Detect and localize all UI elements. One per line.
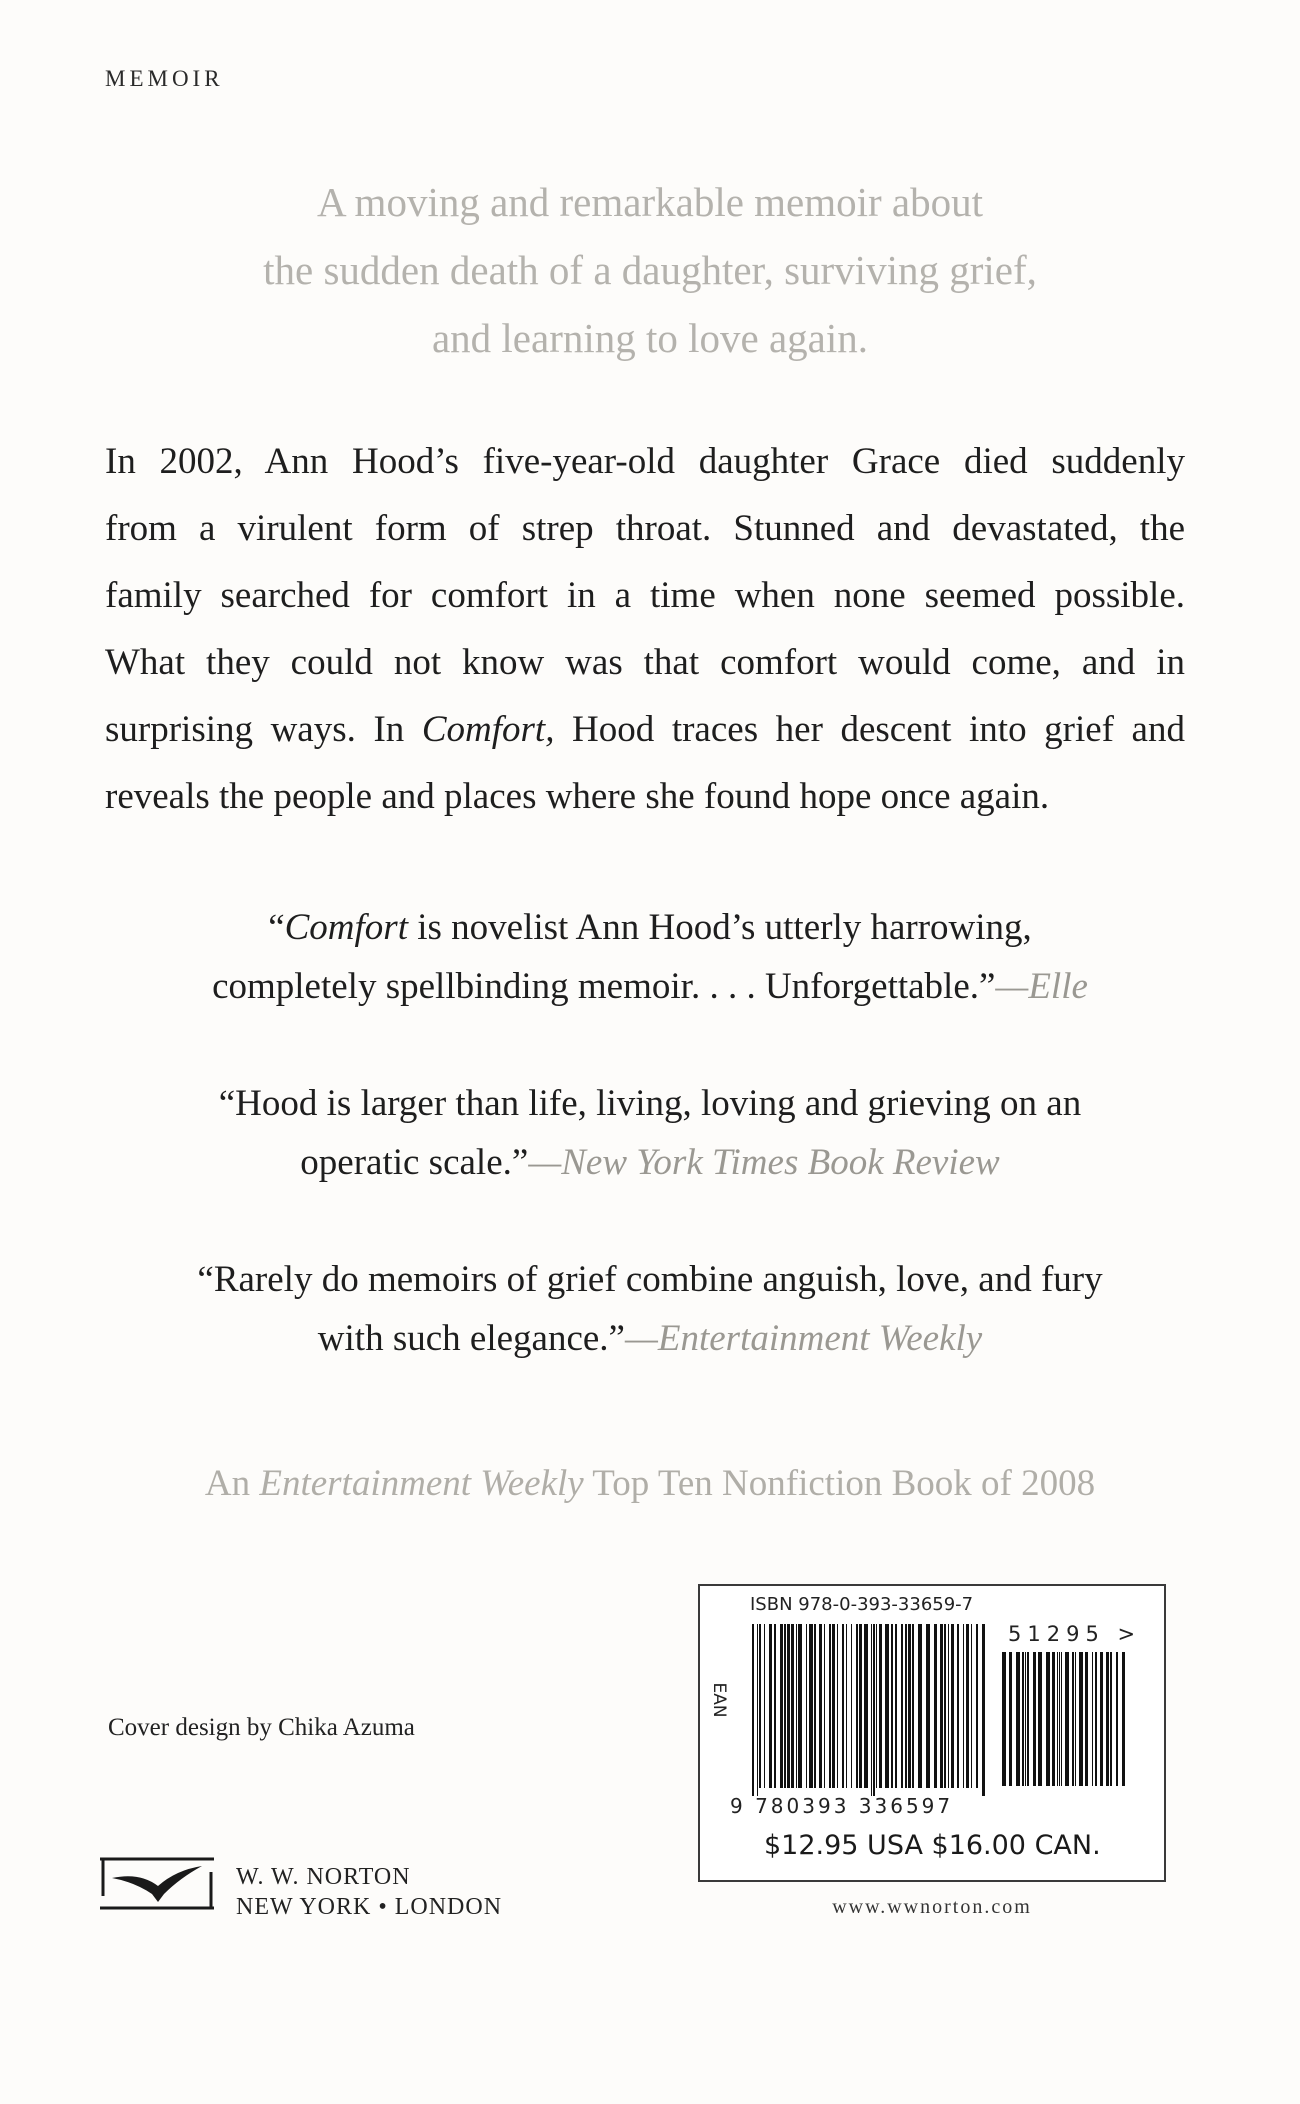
- barcode-bar: [1061, 1652, 1062, 1786]
- tagline-line: and learning to love again.: [431, 315, 869, 361]
- barcode-bar: [871, 1624, 872, 1796]
- accolade-publication: Entertainment Weekly: [259, 1463, 584, 1504]
- quote-text: is novelist Ann Hood’s utterly harrowing,: [407, 907, 1032, 948]
- barcode-bar: [876, 1624, 877, 1788]
- barcode-main: [752, 1624, 992, 1796]
- cover-credit: Cover design by Chika Azuma: [108, 1714, 415, 1741]
- barcode-bar: [905, 1624, 907, 1788]
- barcode-bar: [940, 1624, 943, 1788]
- barcode-bar: [1085, 1652, 1088, 1786]
- book-title-inline: Comfort,: [421, 709, 555, 750]
- barcode-bar: [1022, 1652, 1024, 1786]
- publisher-imprint: [236, 1862, 502, 1922]
- barcode-bar: [1059, 1652, 1060, 1786]
- quote-source: —Elle: [995, 966, 1088, 1007]
- quote-text: operatic scale.”: [300, 1142, 529, 1183]
- barcode-bar: [829, 1624, 831, 1788]
- barcode-bar: [1027, 1652, 1029, 1786]
- barcode-bar: [895, 1624, 897, 1788]
- barcode-bar: [837, 1624, 838, 1788]
- norton-seagull-logo: [100, 1856, 214, 1912]
- addon-digits: 51295: [1008, 1622, 1105, 1646]
- barcode-bar: [752, 1624, 754, 1796]
- description-text: Hood traces her descent into grief and: [554, 709, 1185, 750]
- price: $12.95 USA $16.00 CAN.: [764, 1830, 1101, 1861]
- barcode-bar: [1092, 1652, 1093, 1786]
- barcode-bar: [832, 1624, 835, 1788]
- accolade: [100, 1462, 1200, 1505]
- barcode-bar: [864, 1624, 868, 1788]
- quote-text: “Rarely do memoirs of grief combine anguish, love, and fury: [197, 1259, 1103, 1300]
- book-description: [105, 428, 1185, 830]
- barcode-bar: [856, 1624, 858, 1788]
- barcode-bar: [1016, 1652, 1020, 1786]
- barcode-bar: [780, 1624, 783, 1788]
- barcode-bar: [784, 1624, 786, 1788]
- review-quote: [100, 1250, 1200, 1368]
- barcode-bar: [791, 1624, 794, 1788]
- barcode-bar: [1033, 1652, 1036, 1786]
- barcode-bar: [963, 1624, 964, 1788]
- barcode-bar: [918, 1624, 922, 1788]
- description-line: What they could not know was that comfort would come, and in: [105, 642, 1185, 683]
- ean-label: EAN: [709, 1682, 729, 1718]
- barcode-bar: [1100, 1652, 1103, 1786]
- barcode-bar: [774, 1624, 776, 1788]
- barcode-bar: [1065, 1652, 1069, 1786]
- barcode-bar: [1046, 1652, 1050, 1786]
- barcode-bar: [944, 1624, 946, 1788]
- barcode-bar: [948, 1624, 949, 1788]
- barcode-bar: [1002, 1652, 1006, 1786]
- book-title-inline: Comfort: [284, 907, 408, 948]
- addon-arrow: >: [1117, 1622, 1142, 1646]
- barcode-bar: [1052, 1652, 1055, 1786]
- barcode-bar: [1116, 1652, 1118, 1786]
- tagline-line: A moving and remarkable memoir about: [316, 179, 984, 225]
- barcode-bar: [814, 1624, 816, 1788]
- publisher-name: W. W. NORTON: [236, 1864, 411, 1890]
- description-line: In 2002, Ann Hood’s five-year-old daughter Grace died suddenly: [105, 441, 1185, 482]
- description-line: family searched for comfort in a time when none seemed possible.: [105, 575, 1185, 616]
- description-line: reveals the people and places where she found hope once again.: [105, 776, 1050, 817]
- barcode-bar: [824, 1624, 825, 1788]
- description-line: [105, 696, 1185, 763]
- quote-text: with such elegance.”: [317, 1318, 625, 1359]
- barcode-bar: [966, 1624, 969, 1788]
- barcode-bar: [1095, 1652, 1097, 1786]
- barcode-bar: [764, 1624, 765, 1788]
- barcode-bar: [908, 1624, 911, 1788]
- publisher-website: www.wwnorton.com: [832, 1896, 1032, 1918]
- barcode-bar: [1009, 1652, 1012, 1786]
- barcode-bar: [976, 1624, 978, 1788]
- barcode-bar: [1038, 1652, 1042, 1786]
- barcode-bar: [891, 1624, 893, 1788]
- barcode-digits: 9 780393 336597: [730, 1794, 954, 1818]
- barcode-bar: [1072, 1652, 1074, 1786]
- tagline-line: the sudden death of a daughter, surviving grief,: [263, 247, 1037, 293]
- review-quote: [100, 898, 1200, 1016]
- quote-text: “Hood is larger than life, living, loving and grieving on an: [218, 1083, 1082, 1124]
- barcode-bar: [787, 1624, 790, 1788]
- barcode-bar: [1075, 1652, 1076, 1786]
- publisher-cities: NEW YORK • LONDON: [236, 1894, 503, 1920]
- description-line: from a virulent form of strep throat. Stunned and devastated, the: [105, 508, 1185, 549]
- barcode-bar: [1079, 1652, 1083, 1786]
- barcode-bar: [951, 1624, 954, 1788]
- barcode-bar: [1122, 1652, 1125, 1786]
- barcode-bar: [769, 1624, 772, 1788]
- barcode-bar: [846, 1624, 847, 1788]
- barcode-addon-number: [1008, 1622, 1141, 1646]
- accolade-text: Top Ten Nonfiction Book of 2008: [583, 1463, 1096, 1504]
- barcode-bar: [796, 1624, 797, 1788]
- quote-source: —New York Times Book Review: [528, 1142, 1000, 1183]
- barcode-box: [698, 1584, 1166, 1882]
- barcode-bar: [934, 1624, 937, 1788]
- barcode-bar: [798, 1624, 802, 1788]
- quote-text: “: [268, 907, 285, 948]
- accolade-text: An: [204, 1463, 260, 1504]
- description-text: surprising ways. In: [105, 709, 422, 750]
- quote-text: completely spellbinding memoir. . . . Unforgettable.”: [212, 966, 996, 1007]
- barcode-bar: [842, 1624, 844, 1788]
- barcode-bar: [1057, 1652, 1058, 1786]
- barcode-bar: [971, 1624, 972, 1788]
- barcode-bar: [879, 1624, 882, 1788]
- barcode-bar: [1025, 1652, 1026, 1786]
- barcode-bar: [982, 1624, 985, 1796]
- barcode-bar: [819, 1624, 822, 1788]
- barcode-bar: [912, 1624, 914, 1788]
- barcode-addon: [1002, 1652, 1132, 1796]
- barcode-bar: [901, 1624, 903, 1788]
- tagline: [150, 168, 1150, 372]
- barcode-bar: [859, 1624, 862, 1788]
- barcode-bar: [885, 1624, 889, 1788]
- barcode-bar: [957, 1624, 959, 1788]
- barcode-bar: [806, 1624, 807, 1788]
- barcode-bar: [757, 1624, 758, 1796]
- review-quote: [100, 1074, 1200, 1192]
- isbn-number: ISBN 978-0-393-33659-7: [750, 1594, 974, 1615]
- barcode-bar: [1110, 1652, 1112, 1786]
- genre-label: MEMOIR: [105, 66, 224, 91]
- barcode-bar: [926, 1624, 930, 1788]
- barcode-bar: [1106, 1652, 1109, 1786]
- barcode-bar: [873, 1624, 875, 1796]
- barcode-bar: [759, 1624, 761, 1788]
- barcode-bar: [851, 1624, 852, 1788]
- barcode-bar: [809, 1624, 813, 1788]
- quote-source: —Entertainment Weekly: [624, 1318, 983, 1359]
